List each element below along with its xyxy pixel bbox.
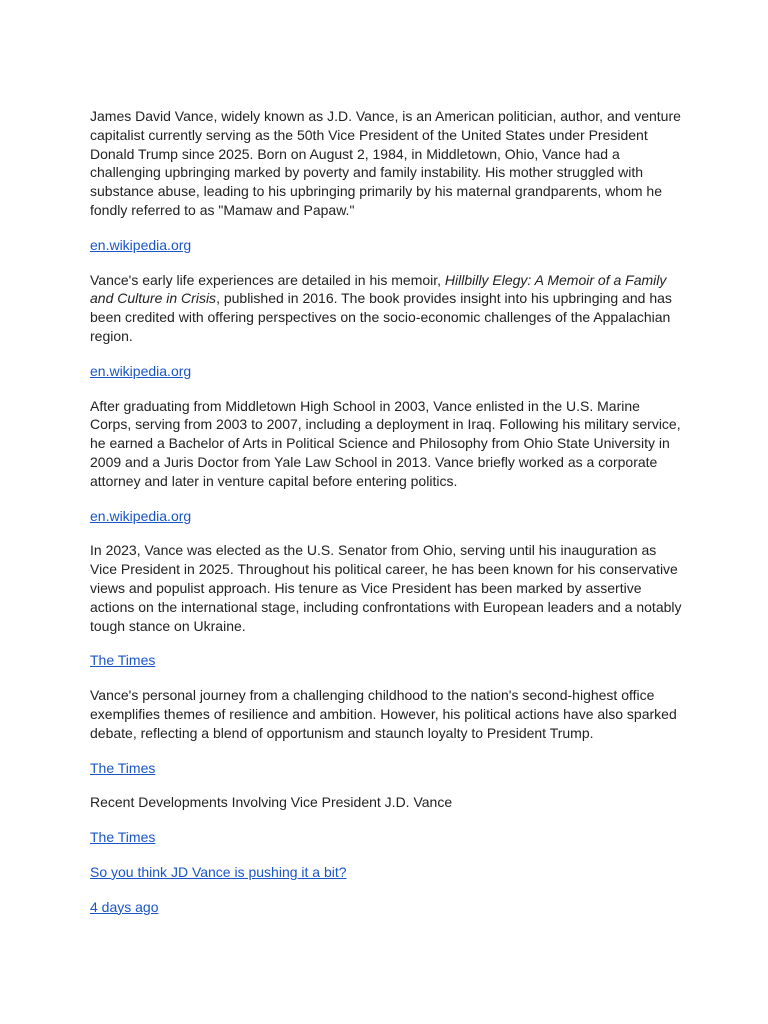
- book-title: Hillbilly Elegy: A Memoir of a Family and Culture in Crisis: [90, 271, 667, 307]
- paragraph-personal-journey: Vance's personal journey from a challenging childhood to the nation's second-highest office exemplifies themes of resilience and ambition. However, his political actions have also sparked debate, reflecting a blend of opportunism and staunch loyalty to President Trump.: [90, 687, 677, 741]
- document-body: [90, 107, 682, 917]
- paragraph-military-education: After graduating from Middletown High School in 2003, Vance enlisted in the U.S. Marine Corps, serving from 2003 to 2007, including a deployment in Iraq. Following his military service, he earned a Bachelor of Arts in Political Science and Philosophy from Ohio State University in 2009 and a Juris Doctor from Yale Law School in 2013. Vance briefly worked as a corporate attorney and later in venture capital before entering politics.: [90, 397, 681, 489]
- source-link-row: [90, 362, 682, 381]
- source-link-row: [90, 236, 682, 255]
- paragraph-memoir-tail: , published in 2016. The book provides insight into his upbringing and has been credited with offering perspectives on the socio-economic challenges of the Appalachian region.: [90, 290, 672, 344]
- section-heading-recent-developments: Recent Developments Involving Vice President J.D. Vance: [90, 794, 453, 811]
- article-age-row: [90, 898, 682, 917]
- article-link-row: [90, 863, 682, 882]
- source-link-wikipedia-3[interactable]: en.wikipedia.org: [90, 507, 192, 524]
- source-link-wikipedia-1[interactable]: en.wikipedia.org: [90, 236, 192, 253]
- source-link-wikipedia-2[interactable]: en.wikipedia.org: [90, 362, 192, 379]
- source-link-row: [90, 507, 682, 526]
- article-link[interactable]: So you think JD Vance is pushing it a bit?: [90, 863, 347, 880]
- source-link-times-2[interactable]: The Times: [90, 759, 156, 776]
- source-link-row: [90, 759, 682, 778]
- article-age-link[interactable]: 4 days ago: [90, 898, 159, 915]
- paragraph-memoir: [90, 271, 682, 346]
- source-link-row: [90, 828, 682, 847]
- source-link-row: [90, 651, 682, 670]
- source-link-times-1[interactable]: The Times: [90, 652, 156, 669]
- paragraph-intro: James David Vance, widely known as J.D. Vance, is an American politician, author, and venture capitalist currently serving as the 50th Vice President of the United States under President Donald Trump since 2025. Born on August 2, 1984, in Middletown, Ohio, Vance had a challenging upbringing marked by poverty and family instability. His mother struggled with substance abuse, leading to his upbringing primarily by his maternal grandparents, whom he fondly referred to as "Mamaw and Papaw.": [90, 108, 681, 218]
- paragraph-political-career: In 2023, Vance was elected as the U.S. Senator from Ohio, serving until his inauguration as Vice President in 2025. Throughout his political career, he has been known for his conservative views and populist approach. His tenure as Vice President has been marked by assertive actions on the international stage, including confrontations with European leaders and a notably tough stance on Ukraine.: [90, 542, 682, 634]
- paragraph-memoir-lead: Vance's early life experiences are detailed in his memoir,: [90, 271, 445, 288]
- source-link-times-3[interactable]: The Times: [90, 829, 156, 846]
